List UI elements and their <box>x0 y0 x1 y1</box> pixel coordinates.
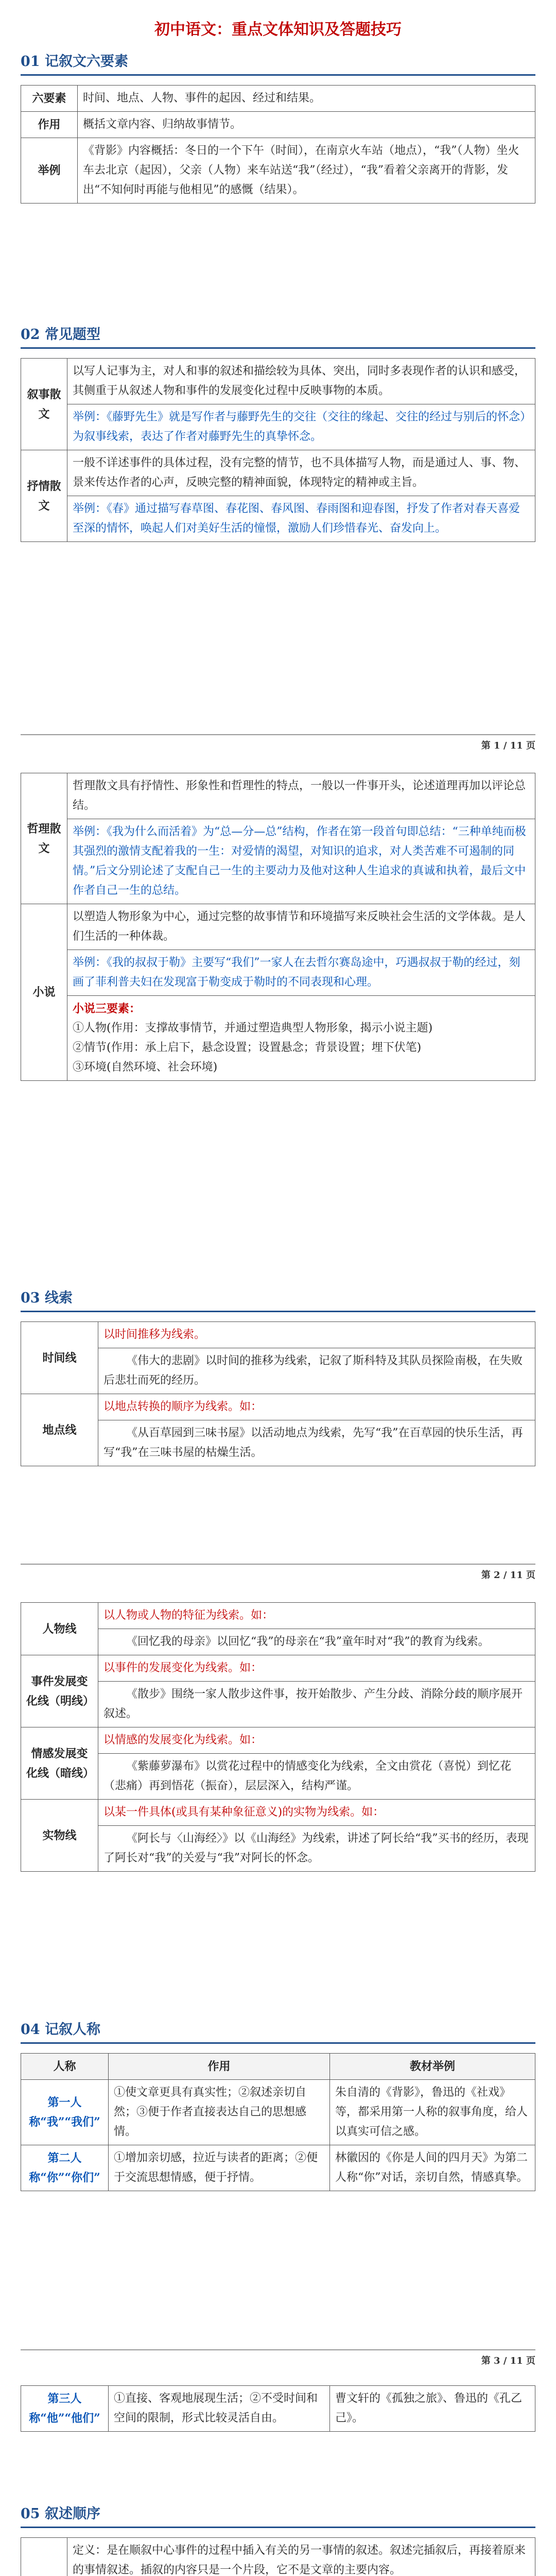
section-heading-order: 05 叙述顺序 <box>21 2504 535 2528</box>
page-footer: 第 1 / 11 页 <box>21 734 535 752</box>
table-row <box>21 1800 535 1826</box>
row-effect: ①直接、客观地展现生活；②不受时间和空间的限制，形式比较灵活自由。 <box>109 2386 330 2432</box>
page-footer: 第 3 / 11 页 <box>21 2349 535 2367</box>
table-row <box>21 450 535 496</box>
table-row <box>21 950 535 996</box>
row-label: 实物线 <box>21 1800 98 1872</box>
novel-elements <box>67 996 535 1081</box>
row-text: 哲理散文具有抒情性、形象性和哲理性的特点，一般以一件事开头，论述道理再加以评论总结。 <box>67 773 535 819</box>
row-text: 以某一件具体(或具有某种象征意义)的实物为线索。如： <box>98 1800 535 1826</box>
table-row <box>21 1322 535 1348</box>
table-row <box>21 2538 535 2576</box>
table-row <box>21 1603 535 1629</box>
row-label: 六要素 <box>21 86 78 112</box>
table-row <box>21 1655 535 1682</box>
table-row <box>21 1754 535 1800</box>
row-text <box>67 2538 535 2576</box>
table-row <box>21 359 535 404</box>
person-table <box>21 2053 535 2191</box>
row-label: 哲理散文 <box>21 773 67 904</box>
column-header: 人称 <box>21 2054 109 2080</box>
table-row <box>21 773 535 819</box>
section-heading-clues: 03 线索 <box>21 1288 535 1312</box>
row-effect: ①使文章更具有真实性；②叙述亲切自然；③便于作者直接表达自己的思想感情。 <box>109 2080 330 2145</box>
row-label: 人物线 <box>21 1603 98 1655</box>
row-label: 举例 <box>21 138 78 204</box>
column-header: 作用 <box>109 2054 330 2080</box>
table-row <box>21 1826 535 1872</box>
novel-element-item: ①人物(作用：支撑故事情节，并通过塑造典型人物形象，揭示小说主题) <box>73 1022 433 1035</box>
novel-elements-title: 小说三要素： <box>73 1002 141 1015</box>
page-footer: 第 2 / 11 页 <box>21 1564 535 1581</box>
row-text: 以人物或人物的特征为线索。如： <box>98 1603 535 1629</box>
page-title: 初中语文：重点文体知识及答题技巧 <box>154 21 402 39</box>
row-text: 一般不详述事件的具体过程，没有完整的情节，也不具体描写人物，而是通过人、事、物、景来传达作者的心声，反映完整的精神面貌，体现特定的精神或主旨。 <box>67 450 535 496</box>
row-example: 《回忆我的母亲》以回忆“我”的母亲在“我”童年时对“我”的教育为线索。 <box>98 1629 535 1655</box>
row-text: 以地点转换的顺序为线索。如： <box>98 1394 535 1420</box>
six-elements-table <box>21 85 535 204</box>
table-row <box>21 1420 535 1466</box>
row-label: 叙事散文 <box>21 359 67 450</box>
row-label: 作用 <box>21 112 78 138</box>
table-row <box>21 904 535 950</box>
row-label: 第二人称“你”“你们” <box>21 2145 109 2191</box>
table-header-row <box>21 2054 535 2080</box>
table-row <box>21 1727 535 1754</box>
table-row <box>21 496 535 542</box>
table-row <box>21 819 535 904</box>
row-label: 抒情散文 <box>21 450 67 542</box>
clues-table-cont <box>21 1602 535 1872</box>
row-example: 《紫藤萝瀑布》以赏花过程中的情感变化为线索，全文由赏花（喜悦）到忆花（悲痛）再到悟花（振奋），层层深入，结构严谨。 <box>98 1754 535 1800</box>
essay-types-table-cont <box>21 773 535 1081</box>
row-example: 《从百草园到三味书屋》以活动地点为线索，先写“我”在百草园的快乐生活，再写“我”在三味书屋的枯燥生活。 <box>98 1420 535 1466</box>
row-label: 第三人称“他”“他们” <box>21 2386 109 2432</box>
row-text: 以时间推移为线索。 <box>98 1322 535 1348</box>
table-row <box>21 404 535 450</box>
table-row <box>21 996 535 1081</box>
row-label <box>21 2538 67 2576</box>
row-example: 举例：《我的叔叔于勒》主要写“我们”一家人在去哲尔赛岛途中，巧遇叔叔于勒的经过，刻画了菲利普夫妇在发现富于勒变成于勒时的不同表现和心理。 <box>67 950 535 996</box>
table-row <box>21 2080 535 2145</box>
table-row <box>21 1629 535 1655</box>
row-example: 曹文轩的《孤独之旅》、鲁迅的《孔乙己》。 <box>330 2386 535 2432</box>
flash-definition: 定义：是在顺叙中心事件的过程中插入有关的另一事情的叙述。叙述完插叙后，再接着原来的事情叙述。插叙的内容只是一个片段，它不是文章的主要内容。 <box>73 2544 526 2576</box>
row-example: 《阿长与〈山海经〉》以《山海经》为线索，讲述了阿长给“我”买书的经历，表现了阿长对“我”的关爱与“我”对阿长的怀念。 <box>98 1826 535 1872</box>
table-row <box>21 86 535 112</box>
row-text: 时间、地点、人物、事件的起因、经过和结果。 <box>78 86 535 112</box>
section-heading-elements: 01 记叙文六要素 <box>21 52 535 76</box>
table-row <box>21 1682 535 1727</box>
row-label: 时间线 <box>21 1322 98 1394</box>
table-row <box>21 138 535 204</box>
essay-types-table <box>21 358 535 542</box>
row-text: 《背影》内容概括：冬日的一个下午（时间），在南京火车站（地点），“我”（人物）坐火车去北京（起因），父亲（人物）来车站送“我”（经过），“我”看着父亲离开的背影，发出“不知何时再能与他相见”的感慨（结果）。 <box>78 138 535 204</box>
row-label: 情感发展变化线（暗线） <box>21 1727 98 1800</box>
row-example: 《散步》围绕一家人散步这件事，按开始散步、产生分歧、消除分歧的顺序展开叙述。 <box>98 1682 535 1727</box>
row-text: 以写人记事为主，对人和事的叙述和描绘较为具体、突出，同时多表现作者的认识和感受，其侧重于从叙述人物和事件的发展变化过程中反映事物的本质。 <box>67 359 535 404</box>
table-row <box>21 1394 535 1420</box>
novel-element-item: ③环境(自然环境、社会环境) <box>73 1061 218 1074</box>
row-example: 朱自清的《背影》，鲁迅的《社戏》等，都采用第一人称的叙事角度，给人以真实可信之感。 <box>330 2080 535 2145</box>
table-row <box>21 112 535 138</box>
section-heading-person: 04 记叙人称 <box>21 2020 535 2044</box>
clues-table <box>21 1321 535 1466</box>
row-example: 举例：《我为什么而活着》为“总—分—总”结构，作者在第一段首句即总结：“三种单纯而极其强烈的激情支配着我的一生：对爱情的渴望，对知识的追求，对人类苦难不可遏制的同情。”后文分别论述了支配自己一生的主要动力及他对这种人生追求的真诚和执着，最后文中作者自己一生的总结。 <box>67 819 535 904</box>
order-table <box>21 2537 535 2576</box>
row-label: 第一人称“我”“我们” <box>21 2080 109 2145</box>
row-example: 《伟大的悲剧》以时间的推移为线索，记叙了斯科特及其队员探险南极，在失败后悲壮而死的经历。 <box>98 1348 535 1394</box>
table-row <box>21 1348 535 1394</box>
table-row <box>21 2386 535 2432</box>
section-heading-question-types: 02 常见题型 <box>21 325 535 349</box>
novel-element-item: ②情节(作用：承上启下，悬念设置；设置悬念；背景设置；埋下伏笔) <box>73 1041 422 1054</box>
row-text: 以塑造人物形象为中心，通过完整的故事情节和环境描写来反映社会生活的文学体裁。是人们生活的一种体裁。 <box>67 904 535 950</box>
person-table-cont <box>21 2385 535 2432</box>
row-example: 林徽因的《你是人间的四月天》为第二人称“你”对话，亲切自然，情感真挚。 <box>330 2145 535 2191</box>
row-text: 以情感的发展变化为线索。如： <box>98 1727 535 1754</box>
row-label: 小说 <box>21 904 67 1081</box>
column-header: 教材举例 <box>330 2054 535 2080</box>
row-example: 举例：《藤野先生》就是写作者与藤野先生的交往（交往的缘起、交往的经过与别后的怀念）为叙事线索，表达了作者对藤野先生的真挚怀念。 <box>67 404 535 450</box>
row-text: 以事件的发展变化为线索。如： <box>98 1655 535 1682</box>
row-text: 概括文章内容、归纳故事情节。 <box>78 112 535 138</box>
row-label: 地点线 <box>21 1394 98 1466</box>
row-example: 举例：《春》通过描写春草图、春花图、春风图、春雨图和迎春图，抒发了作者对春天喜爱至深的情怀，唤起人们对美好生活的憧憬，激励人们珍惜春光、奋发向上。 <box>67 496 535 542</box>
row-label: 事件发展变化线（明线） <box>21 1655 98 1727</box>
row-effect: ①增加亲切感，拉近与读者的距离；②便于交流思想情感，便于抒情。 <box>109 2145 330 2191</box>
table-row <box>21 2145 535 2191</box>
